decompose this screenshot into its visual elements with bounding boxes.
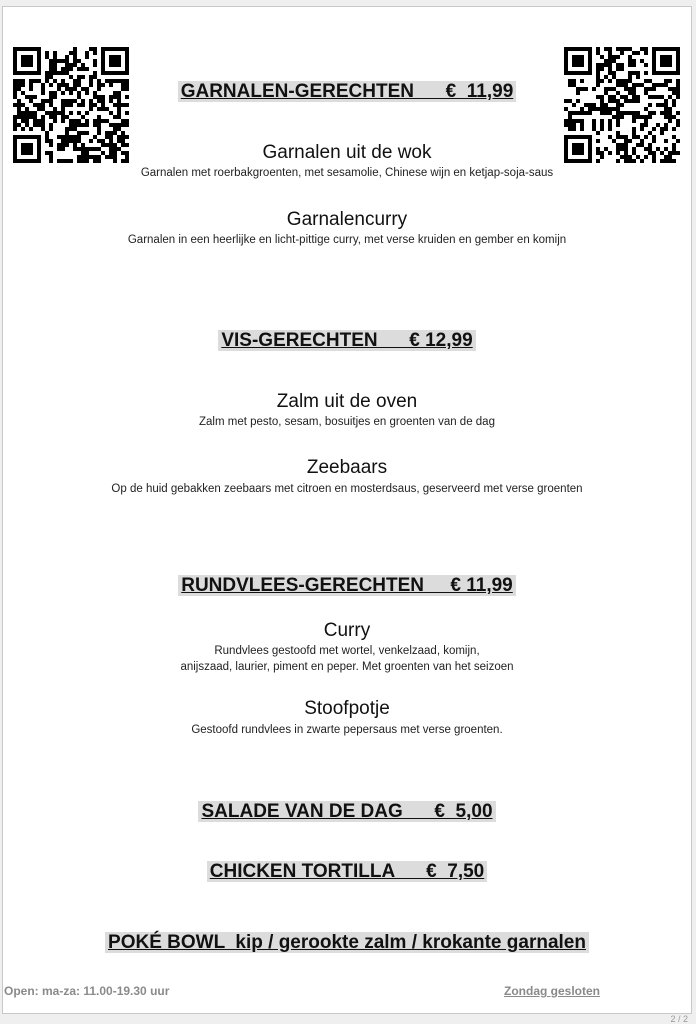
dish-description: anijszaad, laurier, piment en peper. Met groenten van het seizoen xyxy=(180,661,514,673)
dish-name: Zeebaars xyxy=(306,457,388,478)
menu-page xyxy=(2,6,692,1014)
page-number: 2 / 2 xyxy=(670,1014,688,1024)
section-heading-poke xyxy=(3,932,691,954)
dish-description: Garnalen met roerbakgroenten, met sesamolie, Chinese wijn en ketjap-soja-saus xyxy=(140,167,554,179)
dish-name: Zalm uit de oven xyxy=(276,391,418,412)
dish-description: Rundvlees gestoofd met wortel, venkelzaad, komijn, xyxy=(214,645,480,657)
section-title: GARNALEN-GERECHTEN € 11,99 xyxy=(178,81,517,102)
section-title: RUNDVLEES-GERECHTEN € 11,99 xyxy=(178,575,516,596)
dish-name: Garnalen uit de wok xyxy=(262,142,432,163)
dish-name: Curry xyxy=(323,620,371,641)
section-heading-rundvlees xyxy=(3,575,691,597)
section-heading-vis xyxy=(3,330,691,352)
section-title: VIS-GERECHTEN € 12,99 xyxy=(218,330,475,351)
dish-name: Garnalencurry xyxy=(286,209,408,230)
closed-notice: Zondag gesloten xyxy=(504,984,600,998)
dish-name: Stoofpotje xyxy=(304,698,390,719)
section-heading-tortilla xyxy=(3,861,691,883)
opening-hours: Open: ma-za: 11.00-19.30 uur xyxy=(4,984,170,998)
section-title: POKÉ BOWL kip / gerookte zalm / krokante garnalen xyxy=(105,932,589,953)
dish-description: Zalm met pesto, sesam, bosuitjes en groenten van de dag xyxy=(199,416,495,428)
section-title: SALADE VAN DE DAG € 5,00 xyxy=(198,801,495,822)
section-heading-salade xyxy=(3,801,691,823)
section-heading-garnalen xyxy=(3,81,691,103)
dish-description: Op de huid gebakken zeebaars met citroen en mosterdsaus, geserveerd met verse groenten xyxy=(111,483,583,495)
dish-description: Gestoofd rundvlees in zwarte pepersaus met verse groenten. xyxy=(191,724,503,736)
section-title: CHICKEN TORTILLA € 7,50 xyxy=(207,861,488,882)
dish-description: Garnalen in een heerlijke en licht-pittige curry, met verse kruiden en gember en komijn xyxy=(127,234,567,246)
